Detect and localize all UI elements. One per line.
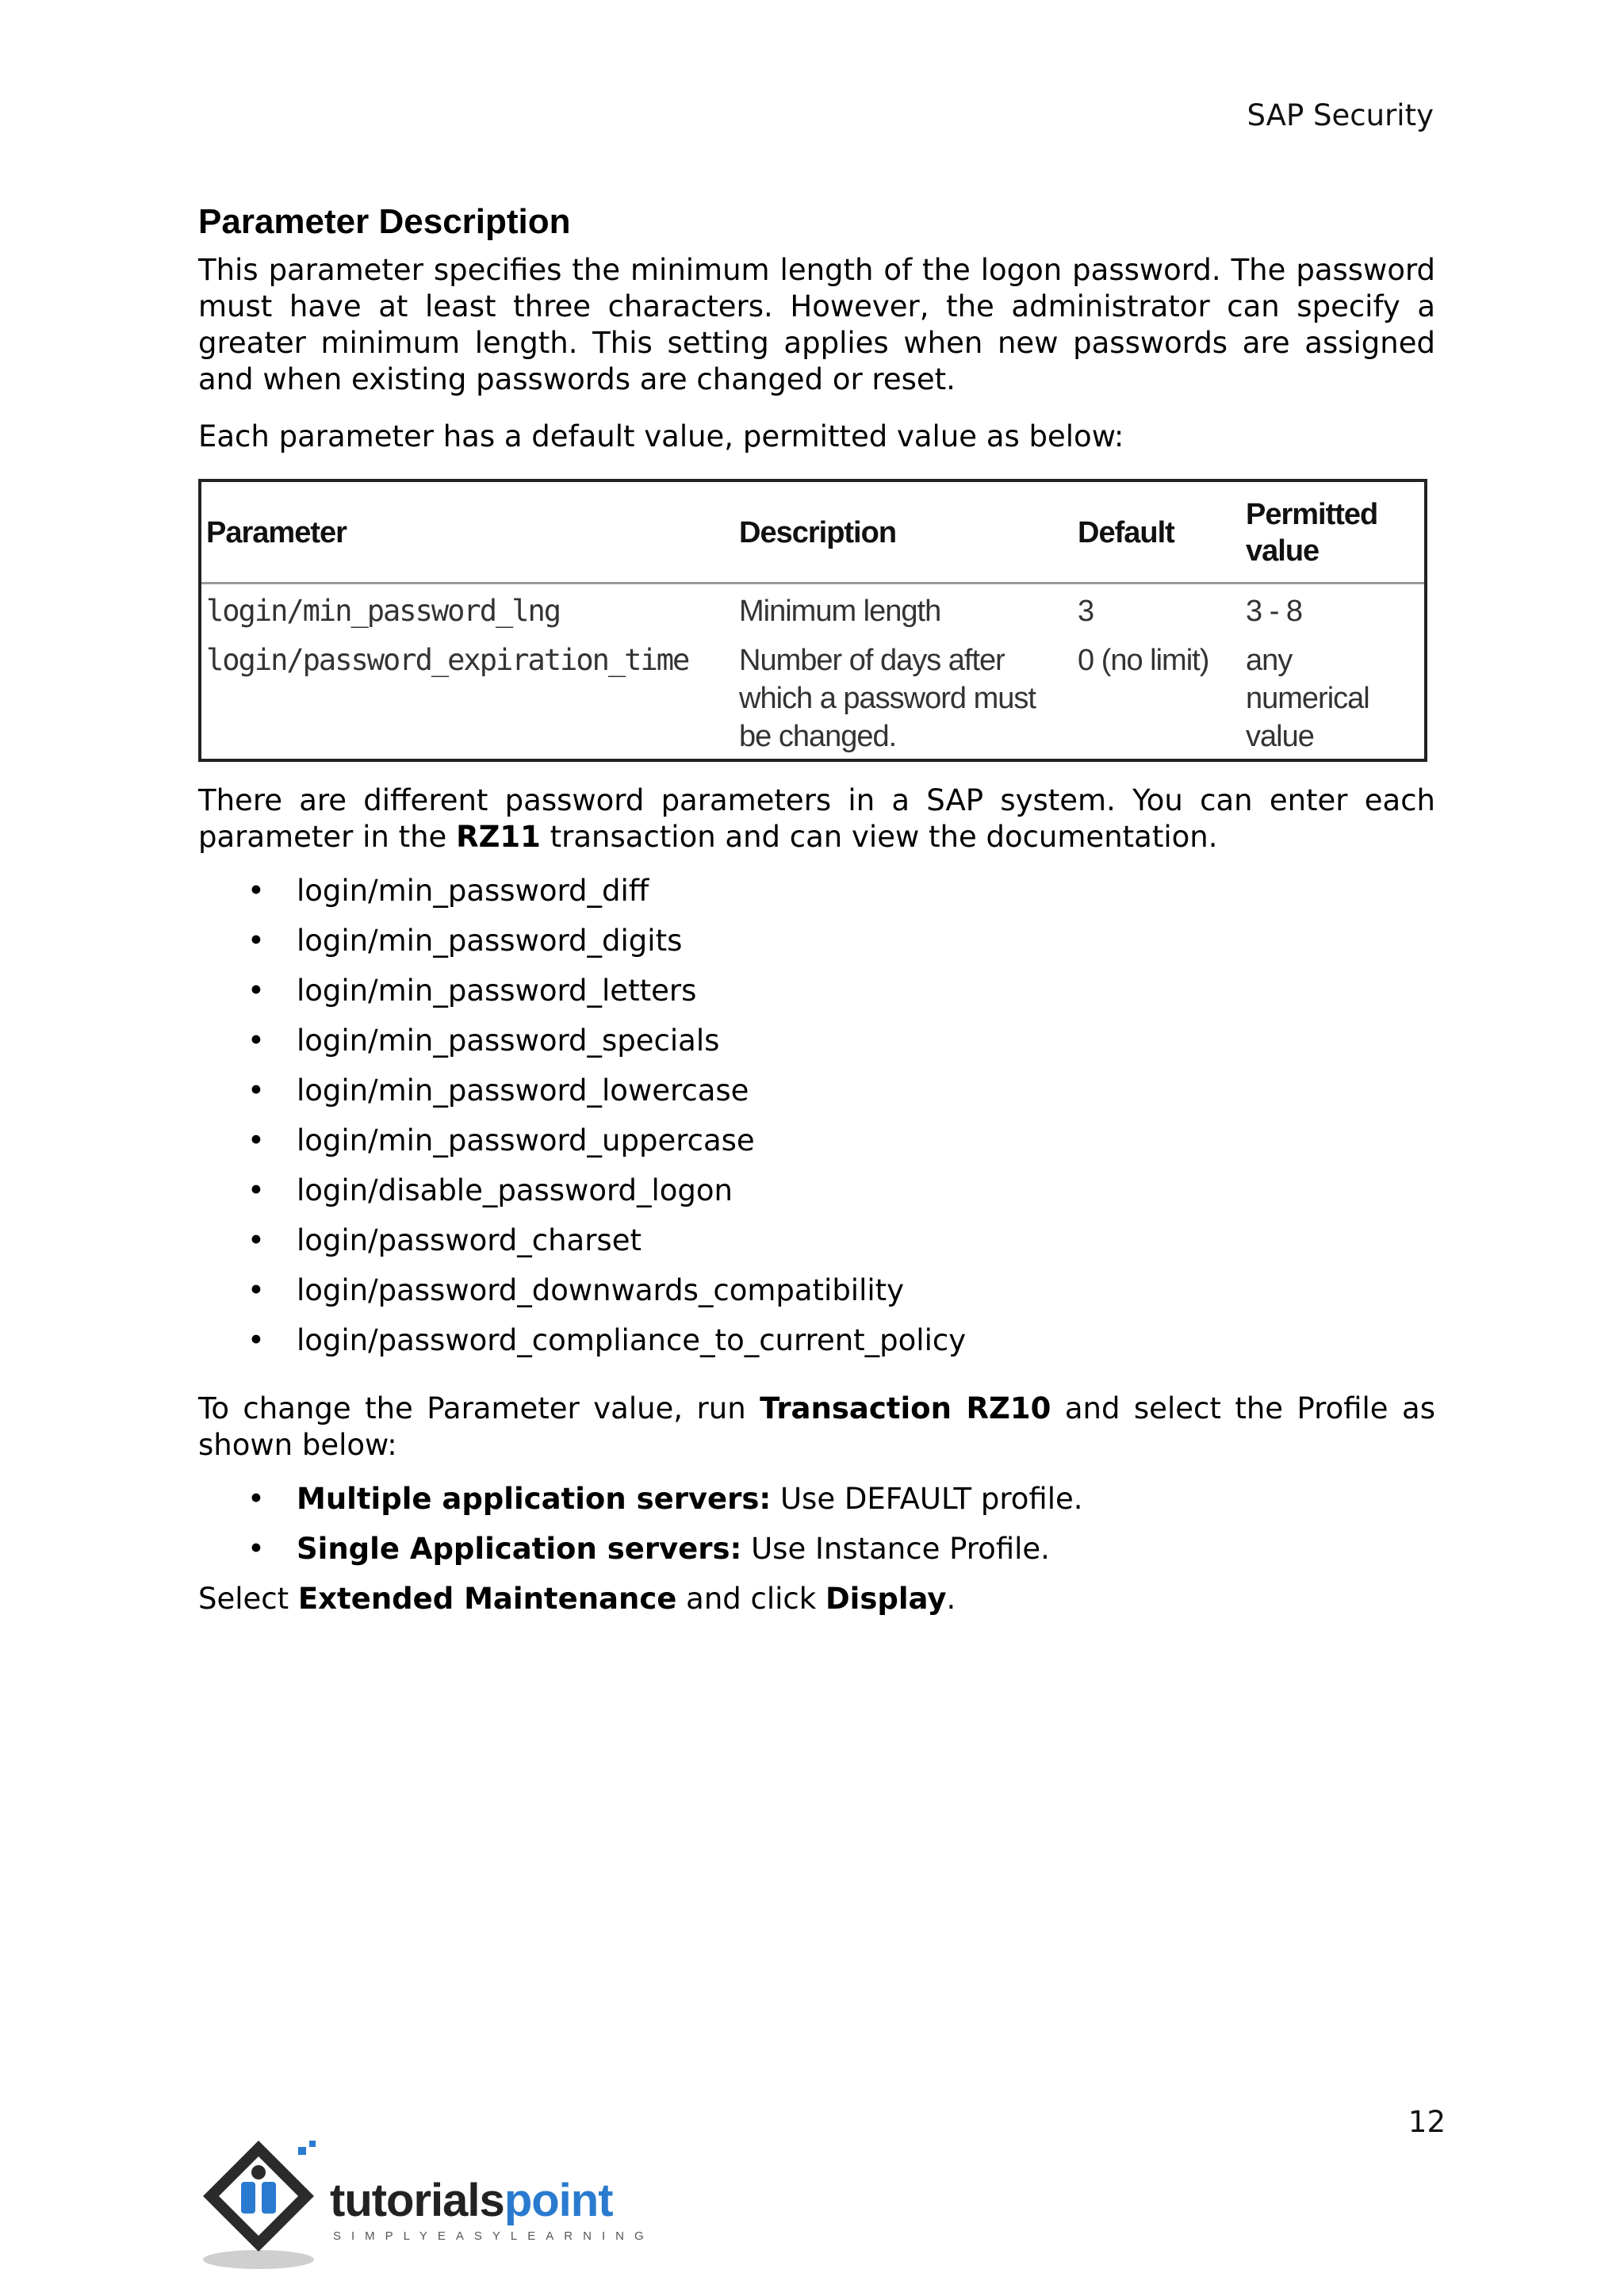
list-item: • login/min_password_lowercase (297, 1073, 1435, 1109)
table-cell: login/password_expiration_time (206, 643, 689, 677)
table-row (201, 584, 1424, 634)
profile-list (198, 1481, 1435, 1567)
list-item: • login/min_password_diff (297, 873, 1435, 909)
list-item: • login/min_password_digits (297, 923, 1435, 959)
table-cell: 3 - 8 (1246, 595, 1303, 628)
paragraph-intro: This parameter specifies the minimum length of the logon password. The password must have at least three characters. However, the administrator can specify a greater minimum length. This setting applies when new passwords are assigned and when existing passwords are changed or reset. (198, 253, 1435, 396)
list-item: • login/disable_password_logon (297, 1173, 1435, 1209)
list-item: • login/min_password_letters (297, 973, 1435, 1009)
logo-word-a: tutorials (330, 2175, 504, 2226)
table-cell: login/min_password_lng (206, 594, 561, 628)
text-span: transaction and can view the documentation. (540, 820, 1218, 854)
list-item: • login/password_compliance_to_current_policy (297, 1322, 1435, 1359)
page-content (198, 200, 1435, 1617)
table-cell: Minimum length (739, 595, 941, 628)
table-cell: Number of days after which a password must be changed. (739, 644, 1036, 753)
text-span: Use DEFAULT profile. (771, 1482, 1083, 1516)
list-item: • login/password_downwards_compatibility (297, 1272, 1435, 1309)
text-span: and select the Profile as shown below: (198, 1391, 1435, 1462)
table-header-cell: Parameter (201, 482, 734, 584)
list-item (297, 1531, 1435, 1567)
text-span: There are different password parameters in a SAP system. You can enter each parameter in the (198, 783, 1435, 854)
tutorialspoint-logo (195, 2133, 655, 2275)
bold-text: Multiple application servers: (297, 1482, 772, 1516)
table-row (201, 633, 1424, 759)
table-header-row (201, 482, 1424, 584)
logo-word-b: point (504, 2175, 613, 2226)
table-cell: any numerical value (1246, 644, 1369, 753)
logo-tagline: SIMPLYEASYLEARNING (333, 2229, 654, 2243)
bold-text: Single Application servers: (297, 1532, 742, 1566)
list-item: • login/password_charset (297, 1223, 1435, 1259)
bold-text: Extended Maintenance (297, 1582, 677, 1616)
page-number: 12 (1408, 2105, 1446, 2139)
paragraph-rz11 (198, 783, 1435, 855)
logo-diamond-icon (195, 2133, 338, 2275)
list-item: • login/min_password_specials (297, 1023, 1435, 1059)
table-cell: 3 (1078, 595, 1094, 628)
paragraph-display (198, 1581, 1435, 1617)
parameter-list (198, 873, 1435, 1359)
section-heading: Parameter Description (198, 202, 571, 241)
text-span: To change the Parameter value, run (198, 1391, 760, 1425)
table-cell: 0 (no limit) (1078, 644, 1209, 677)
text-span: Use Instance Profile. (741, 1532, 1050, 1566)
text-span: and click (676, 1582, 825, 1616)
paragraph-defaults: Each parameter has a default value, permitted value as below: (198, 419, 1124, 453)
table-header-cell: Permitted value (1241, 482, 1424, 584)
bold-text: RZ11 (456, 820, 541, 854)
paragraph-rz10 (198, 1391, 1435, 1464)
table-header-cell: Description (734, 482, 1073, 584)
text-span: Select (198, 1582, 298, 1616)
logo-wordmark (330, 2174, 613, 2227)
text-span: . (946, 1582, 956, 1616)
table-header-cell: Default (1073, 482, 1241, 584)
list-item (297, 1481, 1435, 1517)
bold-text: Transaction RZ10 (760, 1391, 1051, 1425)
list-item: • login/min_password_uppercase (297, 1123, 1435, 1159)
parameter-table (198, 479, 1427, 762)
page-header-title: SAP Security (1247, 98, 1434, 132)
bold-text: Display (825, 1582, 947, 1616)
